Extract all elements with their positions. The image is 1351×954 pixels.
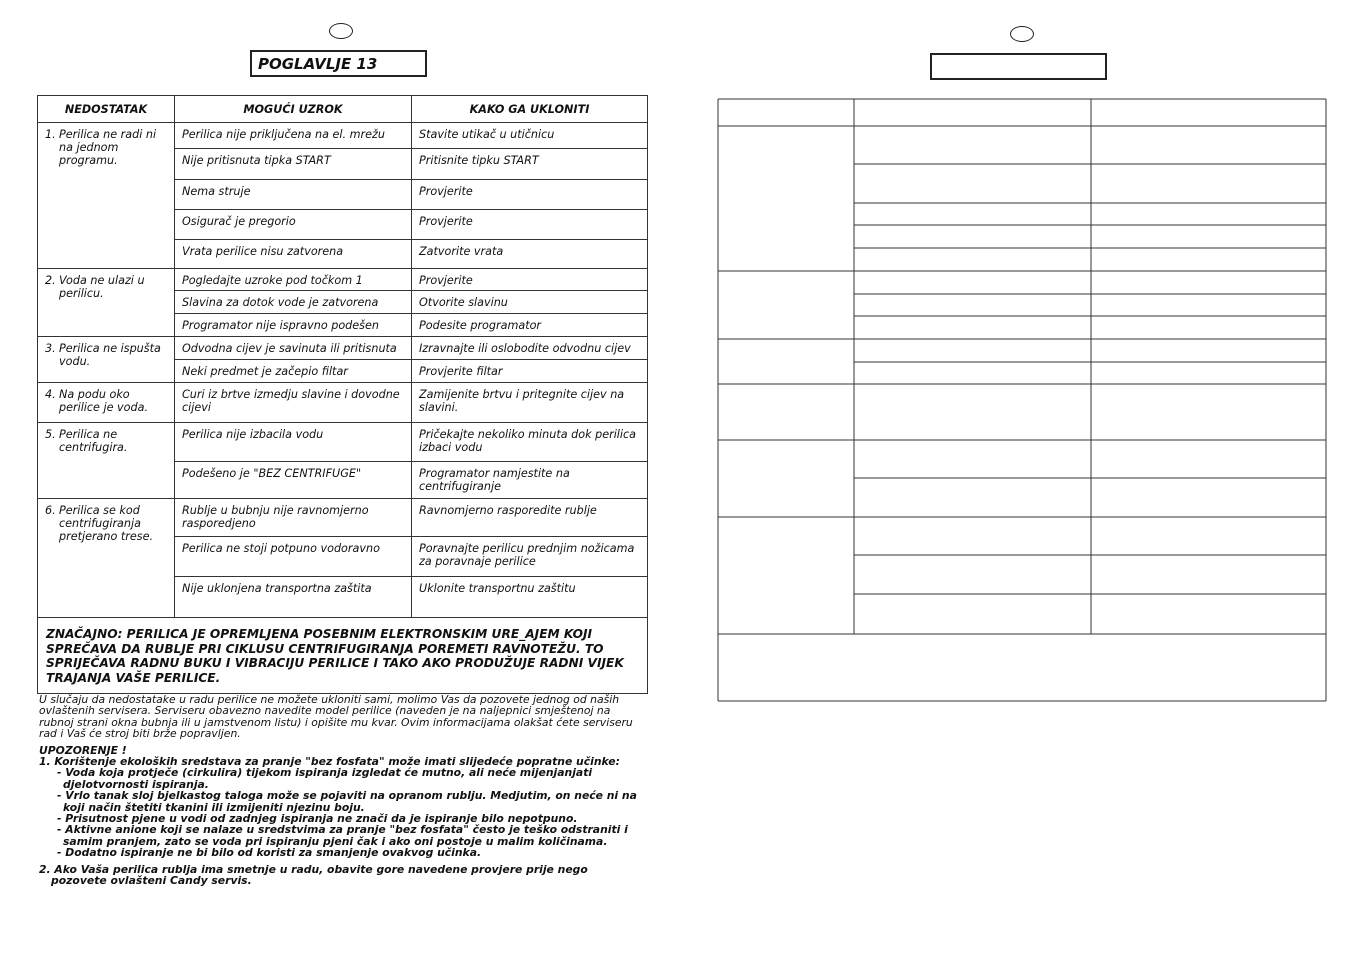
remedy-cell: Pričekajte nekoliko minuta dok perilica izbaci vodu <box>412 423 648 462</box>
table-header-row <box>38 96 648 123</box>
fault-cell <box>38 123 175 269</box>
cause-cell: Curi iz brtve izmedju slavine i dovodne cijevi <box>175 383 412 423</box>
warning-item-2: 2. Ako Vaša perilica rublja ima smetnje u radu, obavite gore navedene provjere prije nego pozovete ovlašteni Candy servis. <box>39 862 588 888</box>
language-marker-oval <box>329 23 353 39</box>
service-notes <box>39 694 647 887</box>
table-row <box>38 337 648 360</box>
fault-cell <box>38 383 175 423</box>
warning-bullet: - Voda koja protječe (cirkulira) tijekom ispiranja izgledat će mutno, ali neće mijenjanjati djelotvornosti ispiranja. <box>57 766 593 791</box>
column-header: KAKO GA UKLONITI <box>412 96 648 123</box>
fault-text: Perilica ne ispušta vodu. <box>59 342 161 368</box>
cause-cell: Osigurač je pregorio <box>175 210 412 240</box>
fault-cell <box>38 423 175 499</box>
table-row <box>38 423 648 462</box>
table-row <box>38 123 648 149</box>
cause-cell: Rublje u bubnju nije ravnomjerno rasporedjeno <box>175 499 412 537</box>
warning-bullet: - Aktivne anione koji se nalaze u sredstvima za pranje "bez fosfata" često je teško odstraniti i samim pranjem, zato se voda pri ispiranju pjeni čak i ako oni postoje u malim količinama. <box>57 823 628 848</box>
service-text: U slučaju da nedostatake u radu perilice ne možete ukloniti sami, molimo Vas da pozovete jednog od naših ovlaštenih servisera. Serviseru obavezno navedite model perilice (naveden je na naljepnici smještenoj na rubnoj strani okna bubnja ili u jamstvenom listu) i opišite mu kvar. Ovim informacijama olakšat ćete serviseru rad i Vaš će stroj biti brže popravljen. <box>39 693 633 741</box>
fault-text: Perilica ne radi ni na jednom programu. <box>59 128 157 167</box>
warning-bullet: - Vrlo tanak sloj bjelkastog taloga može se pojaviti na opranom rublju. Medjutim, on neće ni na koji način štetiti tkanini ili izmijeniti njezinu boju. <box>57 789 637 814</box>
warning-item-1: 1. Korištenje ekoloških sredstava za pranje "bez fosfata" može imati slijedeće popratne učinke: <box>39 755 620 769</box>
remedy-cell: Podesite programator <box>412 314 648 337</box>
remedy-cell: Uklonite transportnu zaštitu <box>412 577 648 618</box>
warning-title: UPOZORENJE ! <box>39 743 127 757</box>
table-row <box>38 499 648 537</box>
remedy-cell: Otvorite slavinu <box>412 291 648 314</box>
fault-number: 3. <box>45 342 56 355</box>
remedy-cell: Pritisnite tipku START <box>412 149 648 180</box>
cause-cell: Slavina za dotok vode je zatvorena <box>175 291 412 314</box>
fault-cell <box>38 337 175 383</box>
table-row <box>38 269 648 291</box>
cause-cell: Odvodna cijev je savinuta ili pritisnuta <box>175 337 412 360</box>
fault-number: 2. <box>45 274 56 287</box>
cause-cell: Programator nije ispravno podešen <box>175 314 412 337</box>
remedy-cell: Provjerite <box>412 210 648 240</box>
fault-cell <box>38 269 175 337</box>
warning-bullet: - Prisutnost pjene u vodi od zadnjeg ispiranja ne znači da je ispiranje bilo nepotpuno. <box>57 812 578 826</box>
remedy-cell: Zamijenite brtvu i pritegnite cijev na slavini. <box>412 383 648 423</box>
fault-number: 5. <box>45 428 56 441</box>
cause-cell: Perilica ne stoji potpuno vodoravno <box>175 537 412 577</box>
cause-cell: Pogledajte uzroke pod točkom 1 <box>175 269 412 291</box>
fault-number: 1. <box>45 128 56 141</box>
warning-bullet: - Dodatno ispiranje ne bi bilo od koristi za smanjenje ovakvog učinka. <box>57 846 482 860</box>
remedy-cell: Provjerite <box>412 269 648 291</box>
fault-text: Na podu oko perilice je voda. <box>59 388 149 414</box>
fault-number: 6. <box>45 504 56 517</box>
remedy-cell: Stavite utikač u utičnicu <box>412 123 648 149</box>
fault-text: Perilica ne centrifugira. <box>59 428 128 454</box>
fault-cell <box>38 499 175 618</box>
cause-cell: Perilica nije izbacila vodu <box>175 423 412 462</box>
remedy-cell: Izravnajte ili oslobodite odvodnu cijev <box>412 337 648 360</box>
chapter-title: POGLAVLJE 13 <box>250 50 427 77</box>
remedy-cell: Zatvorite vrata <box>412 240 648 269</box>
important-note: ZNAČAJNO: PERILICA JE OPREMLJENA POSEBNIM ELEKTRONSKIM URE_AJEM KOJI SPREČAVA DA RUBLJE PRI CIKLUSU CENTRIFUGIRANJA POREMETI RAVNOTEŽU. TO SPRIJEČAVA RADNU BUKU I VIBRACIJU PERILICE I TAKO AKO PRODUŽUJE RADNI VIJEK TRAJANJA VAŠE PERILICE. <box>38 618 648 694</box>
remedy-cell: Provjerite <box>412 180 648 210</box>
cause-cell: Podešeno je "BEZ CENTRIFUGE" <box>175 462 412 499</box>
cause-cell: Perilica nije priključena na el. mrežu <box>175 123 412 149</box>
remedy-cell: Provjerite filtar <box>412 360 648 383</box>
fault-text: Perilica se kod centrifugiranja pretjerano trese. <box>59 504 154 543</box>
note-row <box>38 618 648 694</box>
remedy-cell: Poravnajte perilicu prednjim nožicama za poravnaje perilice <box>412 537 648 577</box>
chapter-title-right-empty <box>930 53 1107 80</box>
cause-cell: Vrata perilice nisu zatvorena <box>175 240 412 269</box>
table-row <box>38 383 648 423</box>
fault-number: 4. <box>45 388 56 401</box>
cause-cell: Nema struje <box>175 180 412 210</box>
remedy-cell: Ravnomjerno rasporedite rublje <box>412 499 648 537</box>
cause-cell: Nije pritisnuta tipka START <box>175 149 412 180</box>
column-header: MOGUĆI UZROK <box>175 96 412 123</box>
troubleshooting-table <box>37 95 648 694</box>
remedy-cell: Programator namjestite na centrifugiranje <box>412 462 648 499</box>
cause-cell: Neki predmet je začepio filtar <box>175 360 412 383</box>
column-header: NEDOSTATAK <box>38 96 175 123</box>
fault-text: Voda ne ulazi u perilicu. <box>59 274 145 300</box>
language-marker-oval-right <box>1010 26 1034 42</box>
cause-cell: Nije uklonjena transportna zaštita <box>175 577 412 618</box>
